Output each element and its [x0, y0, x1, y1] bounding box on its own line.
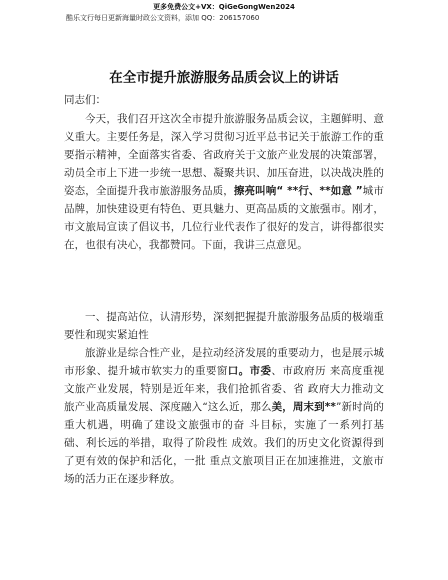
paragraph-section-1-emphasis-2: 美，周末到**: [271, 401, 336, 413]
paragraph-section-1-text-2: 、市政府历 来高度重视文旅产业发展，特别是近年来，我们抢抓省委、省 政府大力推动文旅产业高质量发展、深度融入“这么近，那么: [64, 365, 385, 413]
paragraph-intro-text-1: 今天，我们召开这次全市提升旅游服务品质会议，主题鲜明、意义重大。主要任务是，深入学习贯彻习近平总书记关于旅游工作的重要指示精神，全面落实省委、省政府关于文旅产业发展的决策部署，动员全市上下进一步统一思想、凝聚共识、加压奋进，以决战决胜的姿态，全面提升我市旅游服务品质，: [64, 113, 384, 197]
paragraph-intro-emphasis: 擦亮叫响“ **行、**如意 ”: [233, 185, 363, 197]
paragraph-intro-text-2: 城市品牌，加快建设更有特色、更具魅力、更高品质的文旅强市。刚才，市文旅局宣读了倡议书，几位行业代表作了很好的发言，讲得都很实在，也很有决心，我都赞同。下面，我讲三点意见。: [64, 185, 384, 251]
paragraph-section-1: [64, 344, 384, 488]
document-title: 在全市提升旅游服务品质会议上的讲话: [109, 70, 339, 86]
paragraph-section-1-text-1: 旅游业是综合性产业，是拉动经济发展的重要动力，也是展示城市形象、提升城市软实力的重要窗: [64, 347, 384, 377]
salutation: 同志们：: [64, 94, 106, 106]
top-banner: 更多免费公文+VX：QiGeGongWen2024: [153, 3, 295, 11]
section-heading-1: 一、提高站位，认清形势，深刻把握提升旅游服务品质的极端重要性和现实紧迫性: [64, 311, 384, 341]
paragraph-intro: [64, 110, 384, 254]
paragraph-section-1-text-3: ”新时尚的重大机遇，明确了建设文旅强市的奋 斗目标，实施了一系列打基础、利长远的举措，取得了阶段性 成效。我们的历史文化资源得到了更有效的保护和活化，一批 重点文旅项目正在加速推进，文旅市场的活力正在逐步释放。: [64, 401, 384, 485]
header-note: 酷乐文行每日更新海量时政公文资料，添加 QQ：206157060: [66, 14, 260, 22]
paragraph-section-1-emphasis-1: 口。市委: [227, 365, 272, 377]
